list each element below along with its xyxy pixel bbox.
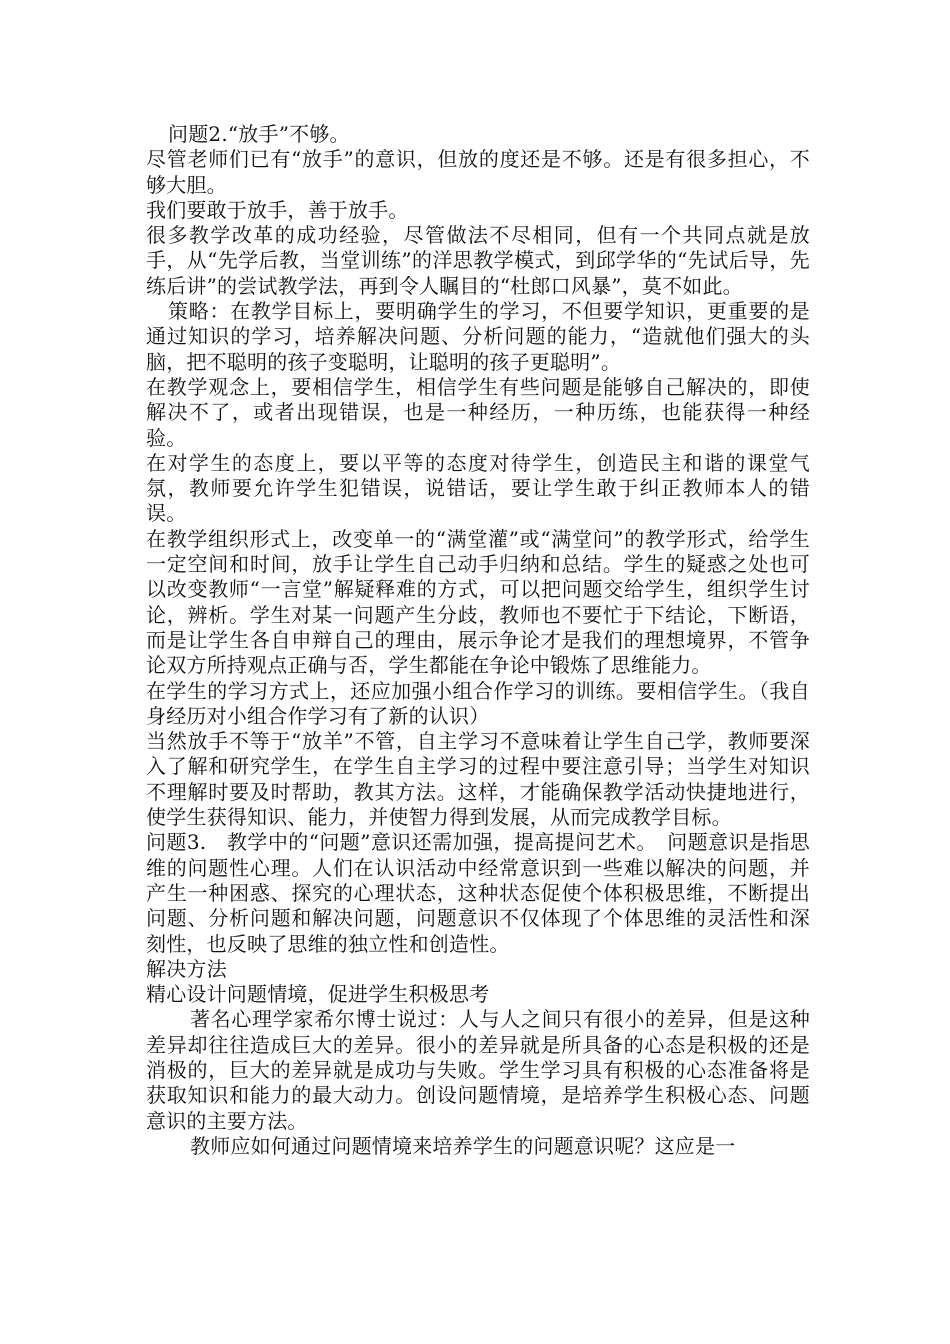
paragraph: 很多教学改革的成功经验，尽管做法不尽相同，但有一个共同点就是放手，从“先学后教，当堂训练”的洋思教学模式，到邱学华的“先试后导，先练后讲”的尝试教学法，再到令人瞩目的“杜郎口风暴”，莫不如此。 (146, 223, 810, 298)
paragraph-strategy: 策略：在教学目标上，要明确学生的学习，不但要学知识，更重要的是通过知识的学习，培养解决问题、分析问题的能力，“造就他们强大的头脑，把不聪明的孩子变聪明，让聪明的孩子更聪明”。 (146, 299, 810, 374)
heading-problem-3: 问题3. 教学中的“问题”意识还需加强，提高提问艺术。 问题意识是指思维的问题性心理。人们在认识活动中经常意识到一些难以解决的问题，并产生一种困惑、探究的心理状态，这种状态促使个体积极思维，不断提出问题、分析问题和解决问题，问题意识不仅体现了个体思维的灵活性和深刻性，也反映了思维的独立性和创造性。 (146, 830, 810, 956)
paragraph: 我们要敢于放手，善于放手。 (146, 197, 409, 222)
paragraph: 在学生的学习方式上，还应加强小组合作学习的训练。要相信学生。（我自身经历对小组合作学习有了新的认识） (146, 678, 810, 728)
subheading-design-situation: 精心设计问题情境，促进学生积极思考 (146, 982, 490, 1007)
paragraph: 在教学观念上，要相信学生，相信学生有些问题是能够自己解决的，即使解决不了，或者出现错误，也是一种经历，一种历练，也能获得一种经验。 (146, 374, 810, 450)
paragraph: 在教学组织形式上，改变单一的“满堂灌”或“满堂问”的教学形式，给学生一定空间和时间，放手让学生自己动手归纳和总结。学生的疑惑之处也可以改变教师“一言堂”解疑释难的方式，可以把问题交给学生，组织学生讨论，辨析。学生对某一问题产生分歧，教师也不要忙于下结论，下断语，而是让学生各自申辩自己的理由，展示争论才是我们的理想境界，不管争论双方所持观点正确与否，学生都能在争论中锻炼了思维能力。 (146, 526, 810, 678)
heading-solution: 解决方法 (146, 956, 227, 981)
paragraph: 在对学生的态度上，要以平等的态度对待学生，创造民主和谐的课堂气氛，教师要允许学生犯错误，说错话，要让学生敢于纠正教师本人的错误。 (146, 450, 810, 526)
heading-problem-2: 问题2.“放手”不够。 (168, 122, 350, 146)
paragraph: 当然放手不等于“放羊”不管，自主学习不意味着让学生自己学，教师要深入了解和研究学生，在学生自主学习的过程中要注意引导；当学生对知识不理解时要及时帮助，教其方法。这样，才能确保教学活动快捷地进行，使学生获得知识、能力，并使智力得到发展，从而完成教学目标。 (146, 729, 810, 830)
paragraph: 著名心理学家希尔博士说过：人与人之间只有很小的差异，但是这种差异却往往造成巨大的差异。很小的差异就是所具备的心态是积极的还是消极的，巨大的差异就是成功与失败。学生学习具有积极的心态准备将是获取知识和能力的最大动力。创设问题情境，是培养学生积极心态、问题意识的主要方法。 (146, 1007, 810, 1133)
paragraph: 教师应如何通过问题情境来培养学生的问题意识呢？这应是一 (190, 1133, 736, 1158)
paragraph: 尽管老师们已有“放手”的意识，但放的度还是不够。还是有很多担心，不够大胆。 (146, 147, 810, 197)
document-body (146, 122, 810, 1159)
